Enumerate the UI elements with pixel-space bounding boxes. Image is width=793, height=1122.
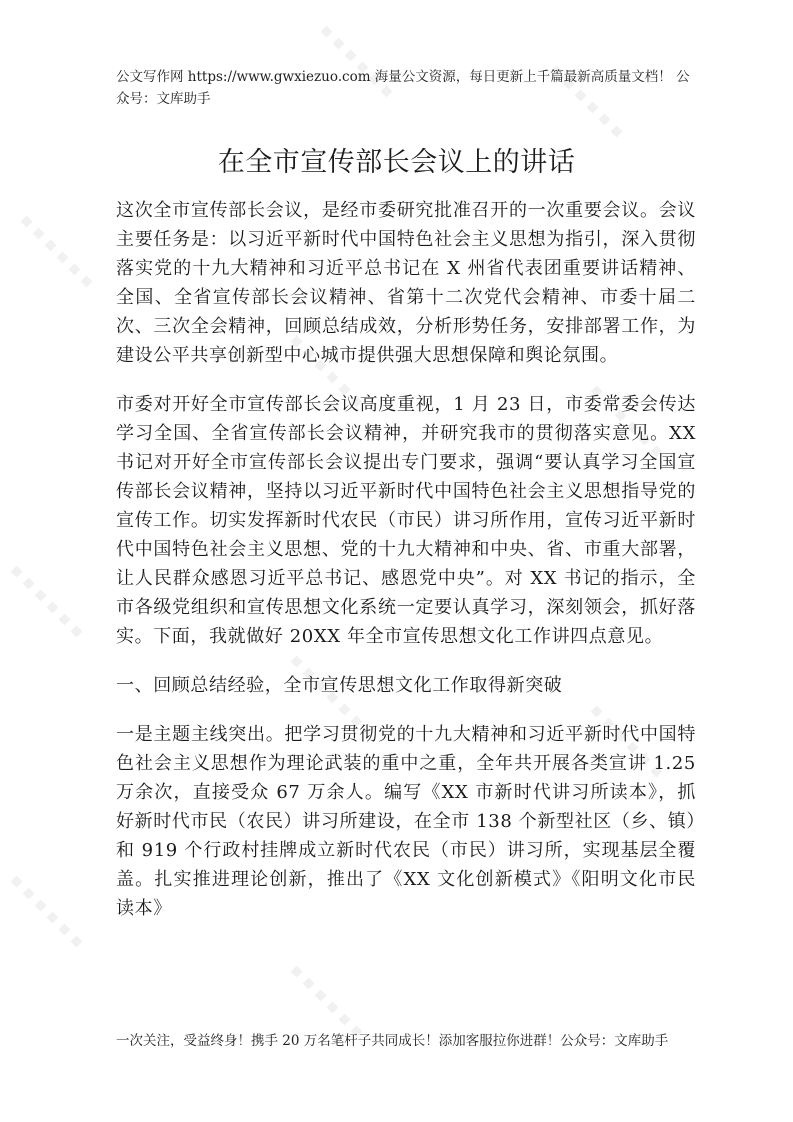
document-title: 在全市宣传部长会议上的讲话 bbox=[217, 147, 576, 178]
document-body bbox=[116, 196, 696, 943]
paragraph-committee: 市委对开好全市宣传部长会议高度重视，1 月 23 日，市委常委会传达学习全国、全省宣传部长会议精神，并研究我市的贯彻落实意见。XX 书记对开好全市宣传部长会议提出专门要求，强调“要认真学习全国宣传部长会议精神，坚持以习近平新时代中国特色社会主义思想指导党的宣传工作。切实发挥新时代农民（市民）讲习所作用，宣传习近平新时代中国特色社会主义思想、党的十九大精神和中央、省、市重大部署，让人民群众感恩习近平总书记、感恩党中央”。对 XX 书记的指示，全市各级党组织和宣传思想文化系统一定要认真学习，深刻领会，抓好落实。下面，我就做好 20XX 年全市宣传思想文化工作讲四点意见。 bbox=[116, 394, 696, 647]
watermark-glyph: ▪ ▪ ▪ ▪ ▪ ▪ bbox=[585, 380, 668, 463]
watermark-glyph: ▪ ▪ ▪ ▪ ▪ ▪ bbox=[285, 650, 368, 733]
header-note: 公文写作网 https://www.gwxiezuo.com 海量公文资源，每日更新上千篇最新高质量文档！ 公众号：文库助手 bbox=[116, 69, 690, 107]
watermark-glyph: ▪ ▪ ▪ ▪ ▪ ▪ bbox=[315, 20, 398, 103]
section-heading: 一、回顾总结经验，全市宣传思想文化工作取得新突破 bbox=[116, 675, 563, 696]
watermark-glyph: ▪ ▪ ▪ ▪ ▪ ▪ bbox=[585, 700, 668, 783]
watermark-glyph: ▪ ▪ ▪ ▪ ▪ ▪ bbox=[5, 560, 88, 643]
watermark-glyph: ▪ ▪ ▪ ▪ ▪ ▪ bbox=[285, 960, 368, 1043]
paragraph-intro: 这次全市宣传部长会议，是经市委研究批准召开的一次重要会议。会议主要任务是：以习近平新时代中国特色社会主义思想为指引，深入贯彻落实党的十九大精神和习近平总书记在 X 州省代表团重要讲话精神、全国、全省宣传部长会议精神、省第十二次党代会精神、市委十届二次、三次全会精神，回顾总结成效，分析形势任务，安排部署工作，为建设公平共享创新型中心城市提供强大思想保障和舆论氛围。 bbox=[116, 200, 696, 366]
footer-note: 一次关注，受益终身！携手 20 万名笔杆子共同成长！添加客服拉你进群！公众号：文库助手 bbox=[116, 1033, 669, 1049]
watermark-glyph: ▪ ▪ ▪ ▪ ▪ ▪ bbox=[545, 60, 628, 143]
paragraph-theme: 一是主题主线突出。把学习贯彻党的十九大精神和习近平新时代中国特色社会主义思想作为理论武装的重中之重，全年共开展各类宣讲 1.25 万余次，直接受众 67 万余人。编写《XX 市新时代讲习所读本》，抓好新时代市民（农民）讲习所建设，在全市 138 个新型社区（乡、镇）和 919 个行政村挂牌成立新时代农民（市民）讲习所，实现基层全覆盖。扎实推进理论创新，推出了《XX 文化创新模式》《阳明文化市民读本》 bbox=[116, 724, 696, 919]
watermark-glyph: ▪ ▪ ▪ ▪ ▪ ▪ bbox=[15, 210, 98, 293]
watermark-glyph: ▪ ▪ ▪ ▪ ▪ ▪ bbox=[5, 870, 88, 953]
watermark-glyph: ▪ ▪ ▪ ▪ ▪ ▪ bbox=[285, 330, 368, 413]
